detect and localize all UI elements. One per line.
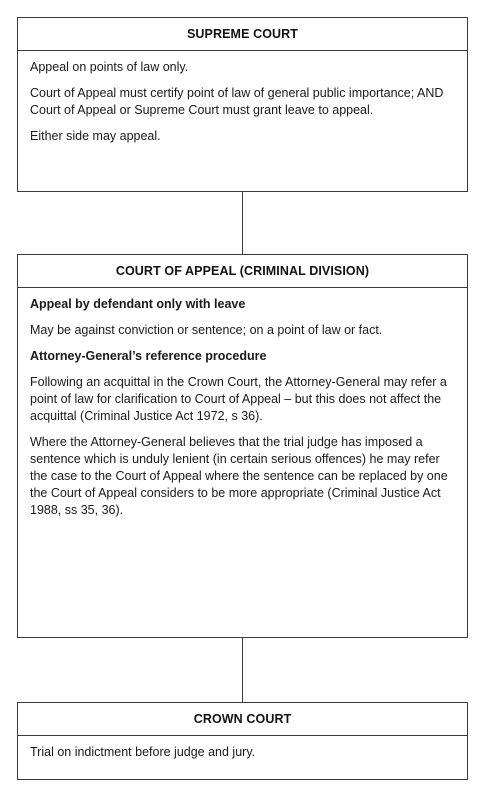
court-of-appeal-heading-reference: Attorney-General’s reference procedure [30,349,267,363]
supreme-court-text-3: Either side may appeal. [30,129,161,143]
crown-court-box [17,702,468,780]
court-of-appeal-heading-leave: Appeal by defendant only with leave [30,297,246,311]
supreme-court-title: SUPREME COURT [18,18,467,51]
court-of-appeal-text-3: Where the Attorney-General believes that the trial judge has imposed a sentence which is unduly lenient (in certain serious offences) he may refer the case to the Court of Appeal where the sentence can be replaced by one the Court of Appeal considers to be more appropriate (Criminal Justice Act 1988, ss 35, 36). [30,435,448,517]
connector-line-supreme-appeal [242,192,243,254]
court-of-appeal-title: COURT OF APPEAL (CRIMINAL DIVISION) [18,255,467,288]
supreme-court-body [18,51,467,145]
supreme-court-box [17,17,468,192]
connector-line-appeal-crown [242,638,243,702]
crown-court-title: CROWN COURT [18,703,467,736]
crown-court-text-1: Trial on indictment before judge and jury. [30,745,256,759]
court-of-appeal-text-1: May be against conviction or sentence; on a point of law or fact. [30,323,383,337]
supreme-court-text-1: Appeal on points of law only. [30,60,189,74]
crown-court-body [18,736,467,761]
supreme-court-text-2: Court of Appeal must certify point of law of general public importance; AND Court of Appeal or Supreme Court must grant leave to appeal. [30,86,444,117]
court-of-appeal-text-2: Following an acquittal in the Crown Court, the Attorney-General may refer a point of law for clarification to Court of Appeal – but this does not affect the acquittal (Criminal Justice Act 1972, s 36). [30,375,447,423]
court-of-appeal-body [18,288,467,519]
court-of-appeal-box [17,254,468,638]
